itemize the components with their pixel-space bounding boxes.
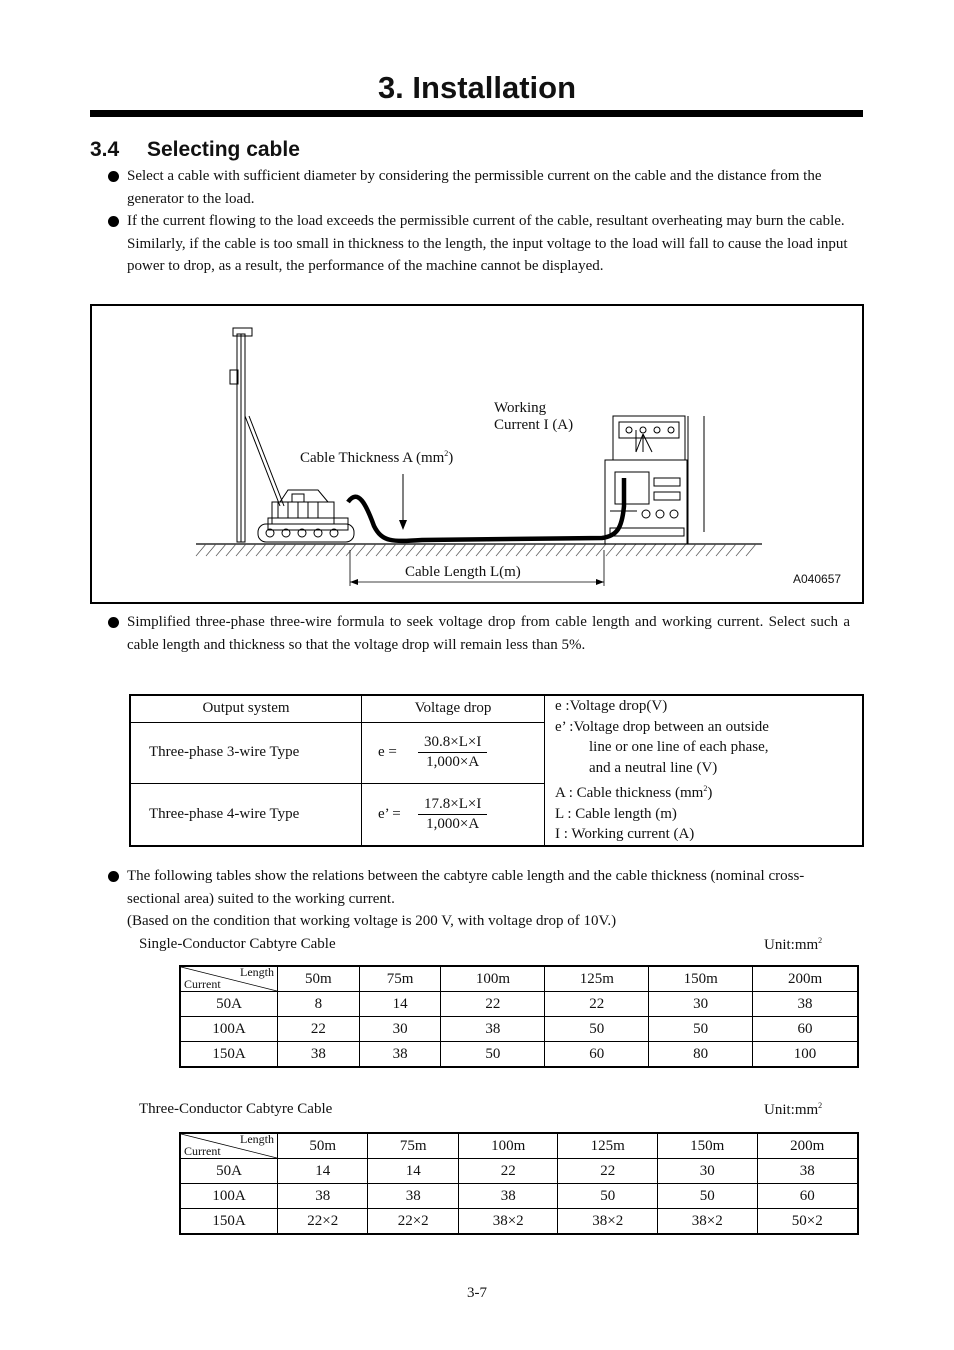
table-cell: 50: [545, 1017, 649, 1042]
cable-thickness-text: Cable Thickness A (mm: [300, 450, 445, 466]
current-cell: 50A: [180, 992, 278, 1017]
bullet-dot-icon: [108, 617, 119, 628]
three-conductor-table: [179, 1132, 859, 1235]
table-row: [180, 1209, 858, 1235]
length-label: Length: [240, 1132, 274, 1146]
page-number: 3-7: [467, 1285, 487, 1301]
denominator: 1,000×A: [426, 754, 480, 771]
bullet-dot-icon: [108, 216, 119, 227]
working-current-label: [494, 400, 573, 434]
cable-diagram-figure: [90, 304, 864, 604]
single-table-unit: [764, 936, 822, 954]
legend-line: and a neutral line (V): [589, 760, 718, 777]
table-cell: 50: [441, 1042, 545, 1068]
formula-legend: [545, 695, 864, 846]
table-cell: 80: [649, 1042, 753, 1068]
table-cell: 38: [458, 1184, 558, 1209]
section-number: 3.4: [90, 138, 120, 161]
table-row: [180, 1017, 858, 1042]
bullet-text: The following tables show the relations between the cabtyre cable length and the cable thickness (nominal cross-sectional area) suited to the working current.: [127, 868, 805, 907]
bullet-1: [108, 165, 850, 210]
column-header: 75m: [368, 1133, 458, 1159]
current-cell: 100A: [180, 1184, 278, 1209]
close-paren: ): [707, 784, 713, 801]
section-title: Selecting cable: [147, 138, 300, 161]
working-current-line2: Current I (A): [494, 417, 574, 433]
table-cell: 22: [558, 1159, 658, 1184]
legend-line: L : Cable length (m): [555, 805, 677, 822]
column-header: 50m: [278, 966, 360, 992]
superscript: 2: [818, 1101, 823, 1110]
header-output-system: Output system: [130, 695, 362, 722]
bullet-text: Simplified three-phase three-wire formula to seek voltage drop from cable length and working current. Select such a cable length and thickness so that the voltage drop will remain less than 5%.: [127, 614, 850, 653]
column-header: 200m: [757, 1133, 858, 1159]
legend-line: [555, 779, 854, 804]
single-conductor-table: [179, 965, 859, 1068]
table-cell: 60: [545, 1042, 649, 1068]
diagonal-header-cell: [180, 966, 278, 992]
column-header: 200m: [753, 966, 858, 992]
row1-formula: [362, 722, 545, 783]
title-rule: [90, 110, 863, 117]
column-header: 125m: [545, 966, 649, 992]
column-header: 100m: [441, 966, 545, 992]
bullet-condition-note: (Based on the condition that working voltage is 200 V, with voltage drop of 10V.): [127, 913, 617, 929]
cable-diagram-illustration: [92, 306, 862, 602]
table-cell: 60: [753, 1017, 858, 1042]
table-header-row: [180, 1133, 858, 1159]
close-paren: ): [448, 450, 454, 466]
current-cell: 150A: [180, 1042, 278, 1068]
table-cell: 30: [649, 992, 753, 1017]
table-cell: 38×2: [458, 1209, 558, 1235]
row2-formula: [362, 783, 545, 845]
numerator: 17.8×L×I: [418, 796, 487, 815]
bullet-2: [108, 210, 850, 278]
chapter-title: 3. Installation: [377, 70, 577, 105]
table-cell: 38: [278, 1042, 360, 1068]
working-current-line1: Working: [494, 400, 547, 416]
cable-length-label: Cable Length L(m): [405, 564, 521, 580]
current-cell: 50A: [180, 1159, 278, 1184]
row1-output-type: Three-phase 3-wire Type: [130, 722, 362, 783]
table-cell: 22: [441, 992, 545, 1017]
row2-lhs: e’ =: [378, 805, 401, 822]
section-heading: [90, 138, 300, 162]
numerator: 30.8×L×I: [418, 734, 487, 753]
table-cell: 50: [558, 1184, 658, 1209]
superscript: 2: [444, 449, 449, 458]
table-cell: 22: [278, 1017, 360, 1042]
three-table-unit: [764, 1101, 822, 1119]
legend-line: e’ :Voltage drop between an outside: [555, 718, 769, 735]
column-header: 125m: [558, 1133, 658, 1159]
table-cell: 50×2: [757, 1209, 858, 1235]
table-cell: 22×2: [278, 1209, 368, 1235]
table-cell: 38: [757, 1159, 858, 1184]
current-cell: 150A: [180, 1209, 278, 1235]
voltage-drop-formula-table: [129, 694, 864, 847]
table-cell: 50: [658, 1184, 758, 1209]
table-cell: 14: [368, 1159, 458, 1184]
table-cell: 38×2: [658, 1209, 758, 1235]
bullet-3: [108, 611, 850, 656]
row1-lhs: e =: [378, 744, 397, 761]
column-header: 100m: [458, 1133, 558, 1159]
table-cell: 60: [757, 1184, 858, 1209]
three-table-caption: Three-Conductor Cabtyre Cable: [139, 1101, 333, 1117]
bullet-text: Select a cable with sufficient diameter by considering the permissible current on the cable and the distance from the generator to the load.: [127, 168, 822, 207]
legend-line: e :Voltage drop(V): [555, 698, 668, 714]
table-cell: 30: [658, 1159, 758, 1184]
table-cell: 38×2: [558, 1209, 658, 1235]
column-header: 75m: [359, 966, 441, 992]
table-cell: 22×2: [368, 1209, 458, 1235]
table-cell: 38: [278, 1184, 368, 1209]
current-cell: 100A: [180, 1017, 278, 1042]
table-cell: 100: [753, 1042, 858, 1068]
row2-fraction: [418, 796, 487, 833]
table-row: [180, 992, 858, 1017]
legend-line: line or one line of each phase,: [589, 739, 769, 756]
figure-id: A040657: [793, 572, 842, 586]
table-row: [180, 1159, 858, 1184]
unit-text: Unit:mm: [764, 1102, 819, 1118]
table-cell: 22: [458, 1159, 558, 1184]
current-label: Current: [184, 977, 221, 991]
cable-thickness-label: [300, 449, 453, 467]
legend-text: A : Cable thickness (mm: [555, 784, 704, 801]
table-row: [180, 1184, 858, 1209]
table-cell: 14: [359, 992, 441, 1017]
row2-output-type: Three-phase 4-wire Type: [130, 783, 362, 845]
bullet-dot-icon: [108, 871, 119, 882]
column-header: 50m: [278, 1133, 368, 1159]
table-cell: 50: [649, 1017, 753, 1042]
current-label: Current: [184, 1144, 221, 1158]
table-cell: 38: [359, 1042, 441, 1068]
row1-fraction: [418, 734, 487, 771]
single-table-caption: Single-Conductor Cabtyre Cable: [139, 936, 336, 952]
table-cell: 38: [753, 992, 858, 1017]
header-voltage-drop: Voltage drop: [362, 695, 545, 722]
length-label: Length: [240, 965, 274, 979]
table-row: [180, 1042, 858, 1068]
unit-text: Unit:mm: [764, 937, 819, 953]
table-cell: 38: [441, 1017, 545, 1042]
table-cell: 30: [359, 1017, 441, 1042]
table-cell: 22: [545, 992, 649, 1017]
column-header: 150m: [658, 1133, 758, 1159]
table-cell: 8: [278, 992, 360, 1017]
bullet-dot-icon: [108, 171, 119, 182]
table-cell: 38: [368, 1184, 458, 1209]
diagonal-header-cell: [180, 1133, 278, 1159]
superscript: 2: [818, 936, 823, 945]
superscript: 2: [703, 783, 708, 793]
legend-line: I : Working current (A): [555, 826, 695, 843]
table-cell: 14: [278, 1159, 368, 1184]
table-header-row: [180, 966, 858, 992]
bullet-text: If the current flowing to the load exceeds the permissible current of the cable, resultant overheating may burn the cable. Similarly, if the cable is too small in thickness to the length, the input voltage to the load will fall to cause the load input power to drop, as a result, the performance of the machine cannot be displayed.: [127, 213, 848, 274]
bullet-4: [108, 865, 850, 933]
denominator: 1,000×A: [426, 815, 480, 832]
column-header: 150m: [649, 966, 753, 992]
